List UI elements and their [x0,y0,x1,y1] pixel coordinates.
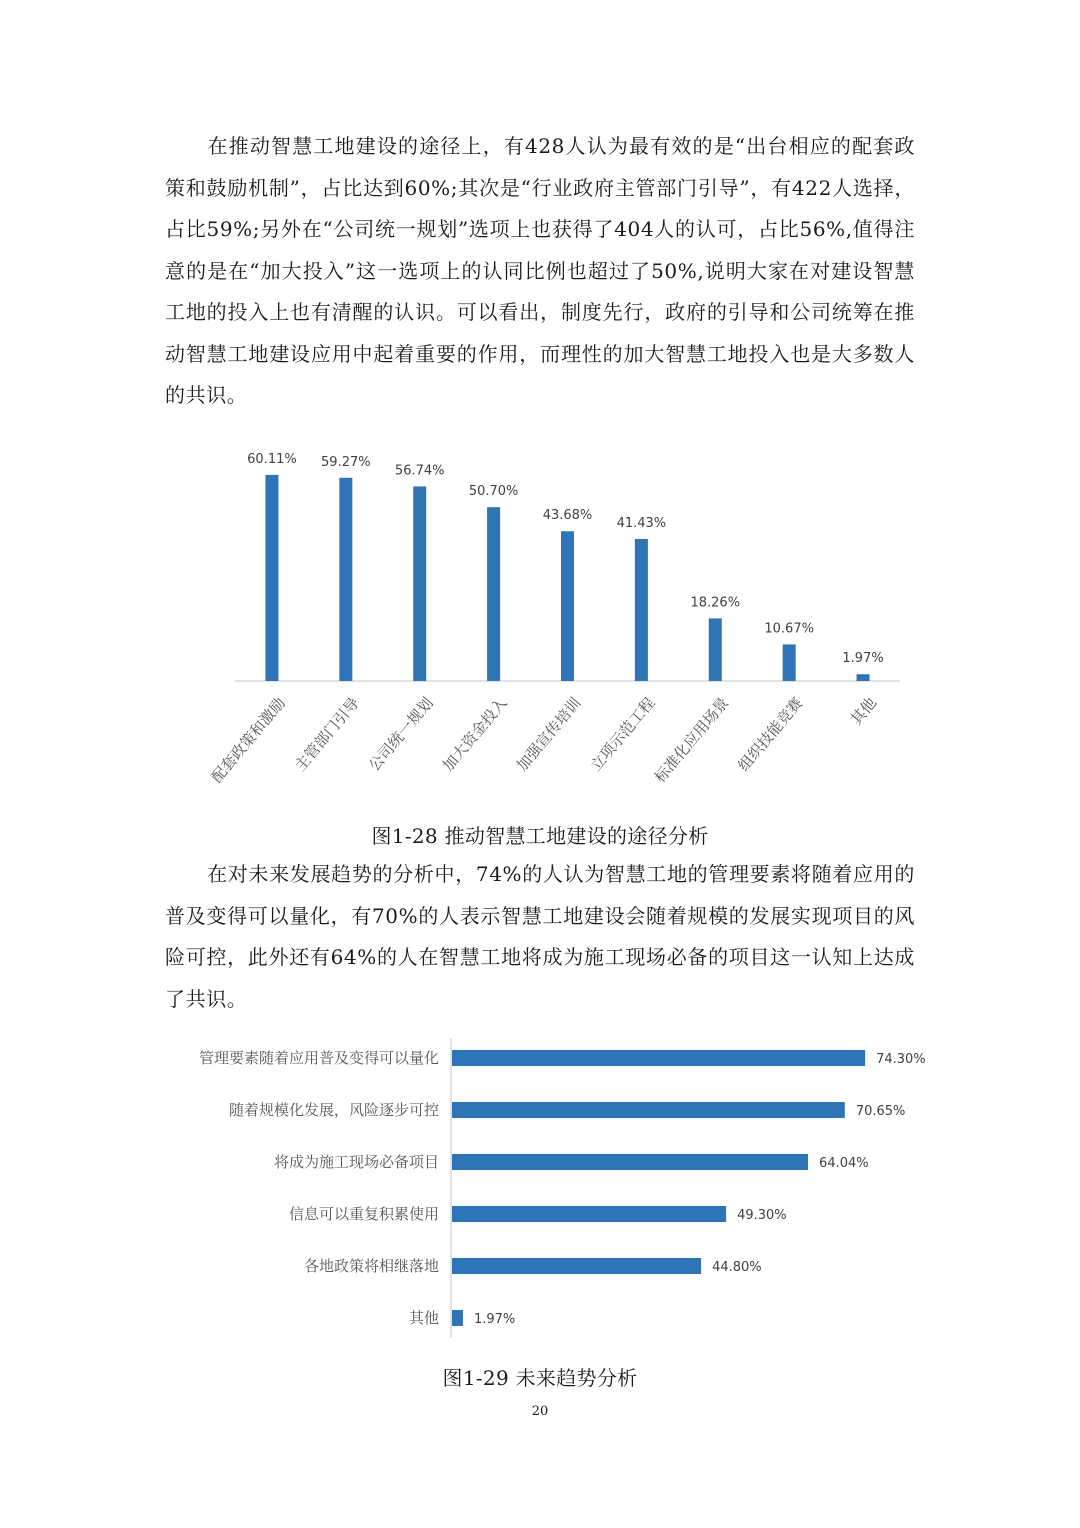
figure-caption-1: 图1-28 推动智慧工地建设的途径分析 [371,824,709,848]
chart2-data-label: 70.65% [855,1104,906,1119]
chart1-bar [709,618,722,681]
approach-bar-chart [0,440,1080,810]
paragraph-2-text: 在对未来发展趋势的分析中，74%的人认为智慧工地的管理要素将随着应用的普及变得可以量化，有70%的人表示智慧工地建设会随着规模的发展实现项目的风险可控，此外还有64%的人在智慧工地将成为施工现场必备的项目这一认知上达成了共识。 [165,862,915,1011]
chart2-data-label: 44.80% [712,1260,762,1275]
chart2-data-label: 49.30% [737,1208,787,1223]
chart2-category-label: 其他 [408,1309,439,1327]
chart2-category-label: 管理要素随着应用普及变得可以量化 [198,1049,439,1067]
chart2-category-label: 各地政策将相继落地 [303,1257,439,1275]
chart1-bar [635,539,648,681]
paragraph-1-text: 在推动智慧工地建设的途径上，有428人认为最有效的是“出台相应的配套政策和鼓励机制”，占比达到60%;其次是“行业政府主管部门引导”，有422人选择，占比59%;另外在“公司统一规划”选项上也获得了404人的认可，占比56%,值得注意的是在“加大投入”这一选项上的认同比例也超过了50%,说明大家在对建设智慧工地的投入上也有清醒的认识。可以看出，制度先行，政府的引导和公司统筹在推动智慧工地建设应用中起着重要的作用，而理性的加大智慧工地投入也是大多数人的共识。 [165,134,915,407]
chart1-data-label: 18.26% [690,595,741,611]
page-number: 20 [531,1404,549,1419]
chart1-bars [208,452,884,786]
chart2-bar [452,1050,865,1066]
paragraph-1 [165,126,915,417]
chart1-category-label: 公司统一规划 [365,694,437,775]
chart1-data-label: 56.74% [394,463,445,479]
chart1-category-label: 标准化应用场景 [651,694,733,787]
chart1-category-label: 加大资金投入 [439,694,511,775]
chart1-data-label: 59.27% [321,454,371,470]
chart1-category-label: 主管部门引导 [291,694,363,775]
chart2-bar [452,1154,808,1170]
chart1-data-label: 10.67% [764,621,814,637]
chart2-bar [452,1310,463,1326]
trend-bar-chart [0,1036,1080,1346]
chart1-bar [857,674,870,681]
chart2-data-label: 74.30% [876,1052,926,1067]
figure-caption-2: 图1-29 未来趋势分析 [442,1366,638,1390]
chart1-bar [265,475,278,681]
chart2-category-label: 将成为施工现场必备项目 [273,1153,439,1171]
chart2-bar [452,1258,701,1274]
chart1-bar [413,486,426,681]
chart2-bar [452,1102,845,1118]
chart2-bar [452,1206,726,1222]
chart2-bars [199,1049,926,1327]
chart1-category-label: 加强宣传培训 [512,694,585,775]
chart1-data-label: 50.70% [468,484,519,500]
chart1-data-label: 43.68% [542,508,593,524]
chart1-category-label: 立项示范工程 [586,694,659,775]
chart1-data-label: 41.43% [616,515,667,531]
paragraph-2 [165,854,915,1020]
chart2-data-label: 1.97% [473,1312,516,1327]
chart1-bar [339,478,352,681]
chart1-category-label: 组织技能竞赛 [734,694,807,775]
chart1-category-label: 配套政策和激励 [207,694,290,787]
chart1-bar [783,644,796,681]
chart1-data-label: 1.97% [842,651,884,667]
chart2-category-label: 信息可以重复积累使用 [288,1205,439,1223]
chart1-data-label: 60.11% [247,451,297,467]
chart2-category-label: 随着规模化发展，风险逐步可控 [228,1101,439,1119]
chart1-bar [561,531,574,681]
chart2-data-label: 64.04% [819,1156,869,1171]
chart1-category-label: 其他 [847,694,881,729]
chart1-bar [487,507,500,681]
